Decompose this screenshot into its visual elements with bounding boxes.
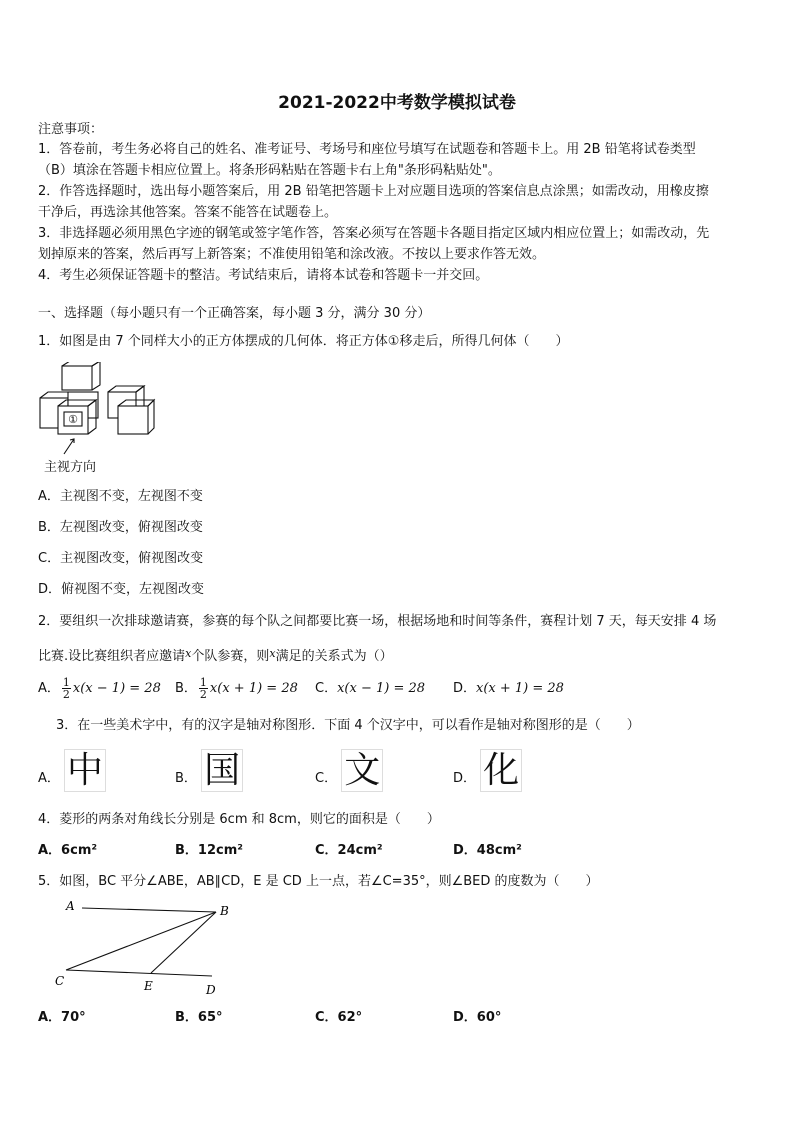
option-c xyxy=(315,674,425,704)
option-b: B．65° xyxy=(175,1010,223,1025)
option-a xyxy=(38,751,106,795)
point-label-a: A xyxy=(66,899,75,913)
fraction xyxy=(199,677,208,700)
denominator: 2 xyxy=(199,688,207,701)
option-label: C． xyxy=(315,681,338,696)
point-label-e: E xyxy=(144,979,153,993)
question-4-stem: 4．菱形的两条对角线长分别是 6cm 和 8cm，则它的面积是（ ） xyxy=(38,812,440,827)
character-image: 国 xyxy=(201,749,243,792)
expression: x(x + 1) = 28 xyxy=(209,681,298,696)
geometry-figure xyxy=(50,896,240,1000)
option-a: A．70° xyxy=(38,1010,86,1025)
option-d: D．48cm² xyxy=(453,843,522,858)
expression: x(x − 1) = 28 xyxy=(337,681,426,696)
option-label: B． xyxy=(175,771,197,786)
option-b: B．12cm² xyxy=(175,843,243,858)
question-3-stem: 3．在一些美术字中，有的汉字是轴对称图形．下面 4 个汉字中，可以看作是轴对称图形的是（ ） xyxy=(56,718,640,733)
point-label-d: D xyxy=(206,983,216,997)
option-label: A． xyxy=(38,771,60,786)
notice-line: 划掉原来的答案，然后再写上新答案；不准使用铅笔和涂改液。不按以上要求作答无效。 xyxy=(38,247,546,262)
stem-text: 满足的关系式为（） xyxy=(275,649,393,664)
option-label: A． xyxy=(38,681,60,696)
section-heading: 一、选择题（每小题只有一个正确答案，每小题 3 分，满分 30 分） xyxy=(38,306,431,321)
option-label: D． xyxy=(453,681,477,696)
notice-line: 2．作答选择题时，选出每小题答案后，用 2B 铅笔把答题卡上对应题目选项的答案信息点涂黑；如需改动，用橡皮擦 xyxy=(38,184,709,199)
option-label: C． xyxy=(315,771,338,786)
figure-caption: 主视方向 xyxy=(44,460,97,475)
option-c xyxy=(315,751,383,795)
stem-text: 比赛.设比赛组织者应邀请 xyxy=(38,649,186,664)
notice-heading: 注意事项： xyxy=(38,122,104,137)
character-image: 文 xyxy=(341,749,383,792)
expression: x(x − 1) = 28 xyxy=(72,681,161,696)
variable-x: x xyxy=(269,647,276,660)
option-a: A．6cm² xyxy=(38,843,98,858)
option-a: A．主视图不变，左视图不变 xyxy=(38,489,203,504)
point-label-c: C xyxy=(55,974,65,988)
option-d: D．60° xyxy=(453,1010,502,1025)
option-d xyxy=(453,674,564,704)
question-2-stem-cont xyxy=(38,644,393,667)
option-c: C．62° xyxy=(315,1010,363,1025)
variable-x: x xyxy=(185,647,192,660)
denominator: 2 xyxy=(62,688,70,701)
notice-line: 1．答卷前，考生务必将自己的姓名、准考证号、考场号和座位号填写在试题卷和答题卡上。用 2B 铅笔将试卷类型 xyxy=(38,142,696,157)
option-c: C．24cm² xyxy=(315,843,383,858)
question-1-stem: 1．如图是由 7 个同样大小的正方体摆成的几何体．将正方体①移走后，所得几何体（ ） xyxy=(38,334,569,349)
character-image: 中 xyxy=(64,749,106,792)
numerator: 1 xyxy=(199,676,207,689)
point-label-b: B xyxy=(220,904,229,918)
numerator: 1 xyxy=(62,676,70,689)
character-image: 化 xyxy=(480,749,522,792)
option-label: D． xyxy=(453,771,477,786)
expression: x(x + 1) = 28 xyxy=(476,681,564,696)
fraction xyxy=(62,677,71,700)
option-c: C．主视图改变，俯视图改变 xyxy=(38,551,204,566)
page-title: 2021-2022中考数学模拟试卷 xyxy=(278,93,516,113)
notice-line: 干净后，再选涂其他答案。答案不能答在试题卷上。 xyxy=(38,205,338,220)
cube-label: ① xyxy=(68,413,78,426)
option-b xyxy=(175,751,243,795)
question-5-stem: 5．如图，BC 平分∠ABE，AB∥CD，E 是 CD 上一点，若∠C=35°，则∠BED 的度数为（ ） xyxy=(38,874,599,889)
notice-line: （B）填涂在答题卡相应位置上。将条形码粘贴在答题卡右上角"条形码粘贴处"。 xyxy=(38,163,501,178)
option-d xyxy=(453,751,522,795)
stem-text: 个队参赛，则 xyxy=(191,649,270,664)
option-a xyxy=(38,674,161,704)
notice-line: 3．非选择题必须用黑色字迹的钢笔或签字笔作答，答案必须写在答题卡各题目指定区域内相应位置上；如需改动，先 xyxy=(38,226,710,241)
option-b xyxy=(175,674,298,704)
option-label: B． xyxy=(175,681,197,696)
option-b: B．左视图改变，俯视图改变 xyxy=(38,520,203,535)
option-d: D．俯视图不变，左视图改变 xyxy=(38,582,205,597)
question-2-stem: 2．要组织一次排球邀请赛，参赛的每个队之间都要比赛一场，根据场地和时间等条件，赛程计划 7 天，每天安排 4 场 xyxy=(38,614,717,629)
notice-line: 4．考生必须保证答题卡的整洁。考试结束后，请将本试卷和答题卡一并交回。 xyxy=(38,268,489,283)
